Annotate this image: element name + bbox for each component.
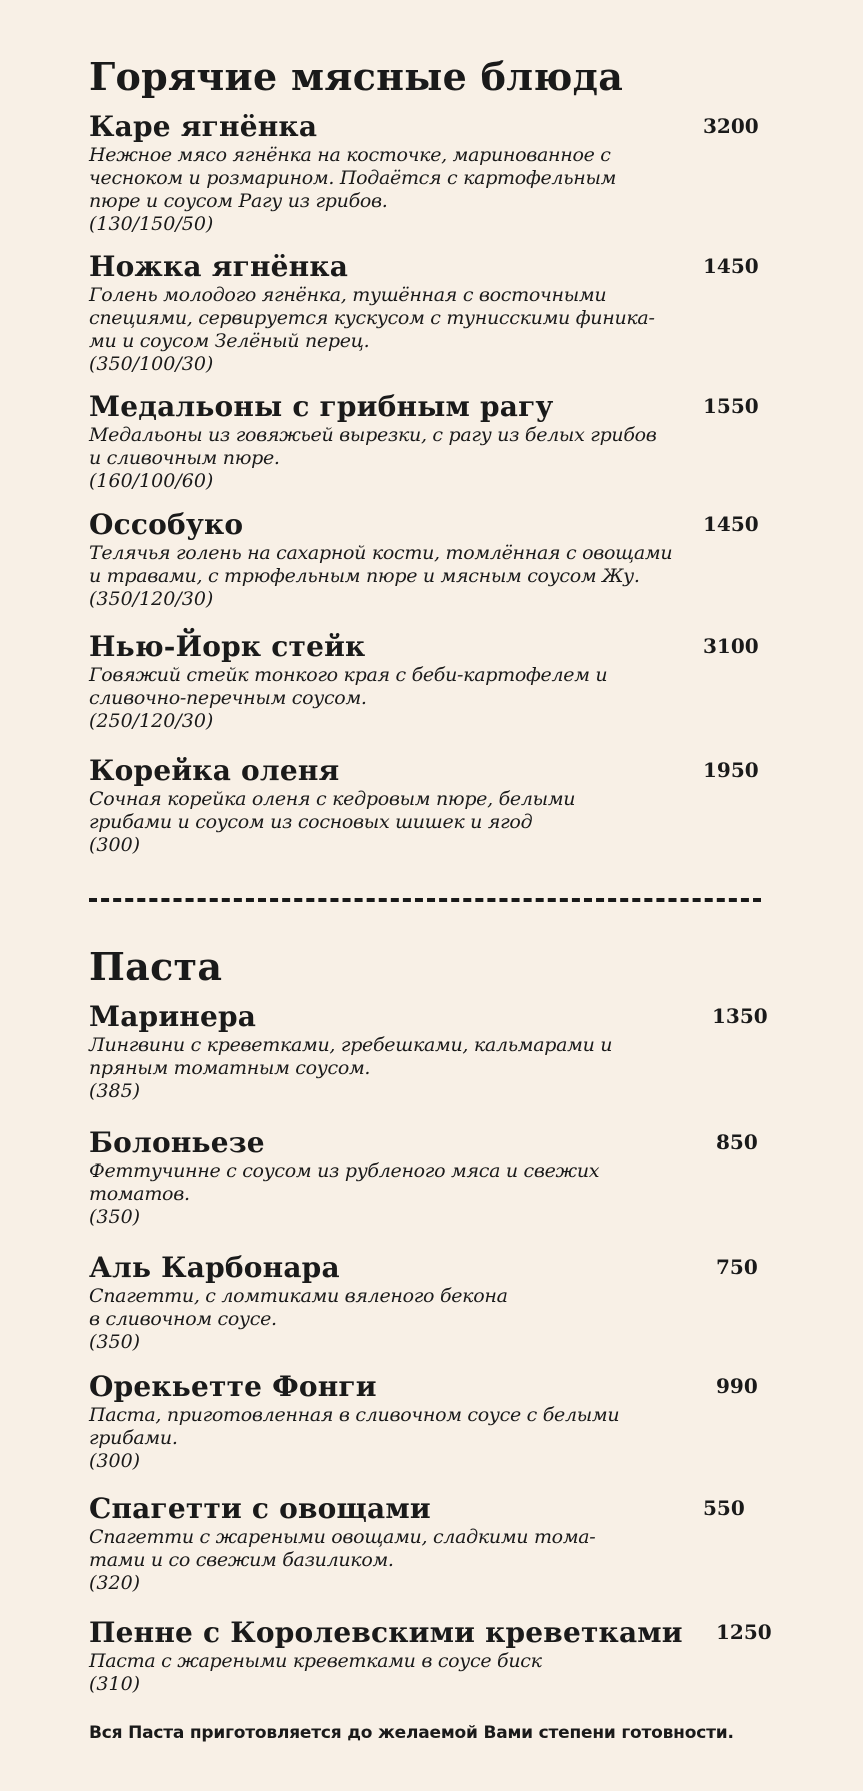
item-description-line: грибами. — [89, 1427, 178, 1449]
item-description — [89, 144, 689, 213]
item-description-line: Спагетти, с ломтиками вяленого бекона — [89, 1285, 508, 1307]
item-description-line: чесноком и розмарином. Подаётся с картофельным — [89, 167, 617, 189]
item-description-line: тами и со свежим базиликом. — [89, 1549, 394, 1571]
menu-item — [89, 390, 789, 493]
item-name: Орекьетте Фонги — [89, 1370, 377, 1403]
item-price: 1550 — [703, 394, 759, 418]
menu-item — [89, 754, 789, 857]
item-description-line: Феттучинне с соусом из рубленого мяса и свежих — [89, 1160, 600, 1182]
item-price: 3100 — [703, 634, 759, 658]
item-description — [89, 1160, 689, 1206]
item-description-line: Голень молодого ягнёнка, тушённая с восточными — [89, 284, 607, 306]
item-name: Корейка оленя — [89, 754, 340, 787]
item-weight: (310) — [89, 1673, 141, 1695]
menu-item — [89, 1000, 789, 1103]
pasta-footnote: Вся Паста приготовляется до желаемой Вами степени готовности. — [89, 1723, 734, 1743]
item-description-line: сливочно-перечным соусом. — [89, 687, 367, 709]
section-title-pasta: Паста — [89, 944, 223, 989]
item-description-line: в сливочном соусе. — [89, 1308, 277, 1330]
item-description-line: и сливочным пюре. — [89, 447, 280, 469]
item-name: Медальоны с грибным рагу — [89, 390, 554, 423]
item-name: Болоньезе — [89, 1126, 265, 1159]
item-description-line: Говяжий стейк тонкого края с беби-картофелем и — [89, 664, 608, 686]
item-price: 1950 — [703, 758, 759, 782]
item-weight: (350/100/30) — [89, 353, 214, 375]
item-weight: (320) — [89, 1572, 141, 1594]
item-price: 1450 — [703, 512, 759, 536]
menu-item — [89, 110, 789, 236]
item-name: Оссобуко — [89, 508, 244, 541]
menu-item — [89, 1126, 789, 1229]
item-name: Каре ягнёнка — [89, 110, 318, 143]
item-description-line: специями, сервируется кускусом с тунисскими финика- — [89, 307, 655, 329]
item-description — [89, 1404, 689, 1450]
item-weight: (130/150/50) — [89, 213, 214, 235]
item-price: 750 — [716, 1255, 758, 1279]
item-name: Пенне с Королевскими креветками — [89, 1616, 683, 1649]
menu-item — [89, 1370, 789, 1473]
menu-item — [89, 250, 789, 376]
menu-item — [89, 1616, 789, 1696]
item-price: 990 — [716, 1374, 758, 1398]
item-price: 1350 — [712, 1004, 768, 1028]
item-description — [89, 424, 689, 470]
item-name: Спагетти с овощами — [89, 1492, 431, 1525]
item-name: Аль Карбонара — [89, 1251, 340, 1284]
item-description-line: Телячья голень на сахарной кости, томлённая с овощами — [89, 542, 673, 564]
item-description-line: ми и соусом Зелёный перец. — [89, 330, 370, 352]
item-description — [89, 1285, 689, 1331]
item-description-line: Нежное мясо ягнёнка на косточке, маринованное с — [89, 144, 611, 166]
item-price: 850 — [716, 1130, 758, 1154]
menu-item — [89, 508, 789, 611]
item-weight: (385) — [89, 1080, 141, 1102]
section-title-meat: Горячие мясные блюда — [89, 54, 624, 99]
item-weight: (350) — [89, 1331, 141, 1353]
item-description — [89, 788, 689, 834]
item-description-line: пряным томатным соусом. — [89, 1057, 371, 1079]
menu-item — [89, 1251, 789, 1354]
item-name: Ножка ягнёнка — [89, 250, 349, 283]
item-description — [89, 664, 689, 710]
item-price: 3200 — [703, 114, 759, 138]
item-weight: (300) — [89, 834, 141, 856]
section-divider — [89, 898, 761, 902]
item-description — [89, 1650, 689, 1673]
item-description-line: Сочная корейка оленя с кедровым пюре, белыми — [89, 788, 576, 810]
menu-item — [89, 1492, 789, 1595]
item-weight: (350/120/30) — [89, 588, 214, 610]
menu-item — [89, 630, 789, 733]
item-description-line: Спагетти с жареными овощами, сладкими тома- — [89, 1526, 596, 1548]
item-description-line: пюре и соусом Рагу из грибов. — [89, 190, 388, 212]
item-description — [89, 1034, 689, 1080]
item-description-line: томатов. — [89, 1183, 190, 1205]
item-description-line: и травами, с трюфельным пюре и мясным соусом Жу. — [89, 565, 640, 587]
item-description-line: грибами и соусом из сосновых шишек и ягод — [89, 811, 533, 833]
item-description — [89, 284, 689, 353]
item-description-line: Медальоны из говяжьей вырезки, с рагу из белых грибов — [89, 424, 657, 446]
item-price: 1250 — [716, 1620, 772, 1644]
item-weight: (300) — [89, 1450, 141, 1472]
item-price: 1450 — [703, 254, 759, 278]
item-description-line: Лингвини с креветками, гребешками, кальмарами и — [89, 1034, 613, 1056]
item-description-line: Паста, приготовленная в сливочном соусе с белыми — [89, 1404, 620, 1426]
item-description-line: Паста с жареными креветками в соусе биск — [89, 1650, 542, 1672]
item-weight: (160/100/60) — [89, 470, 214, 492]
item-name: Маринера — [89, 1000, 257, 1033]
item-name: Нью-Йорк стейк — [89, 630, 366, 663]
item-description — [89, 542, 689, 588]
item-weight: (250/120/30) — [89, 710, 214, 732]
item-weight: (350) — [89, 1206, 141, 1228]
item-price: 550 — [703, 1496, 745, 1520]
item-description — [89, 1526, 689, 1572]
